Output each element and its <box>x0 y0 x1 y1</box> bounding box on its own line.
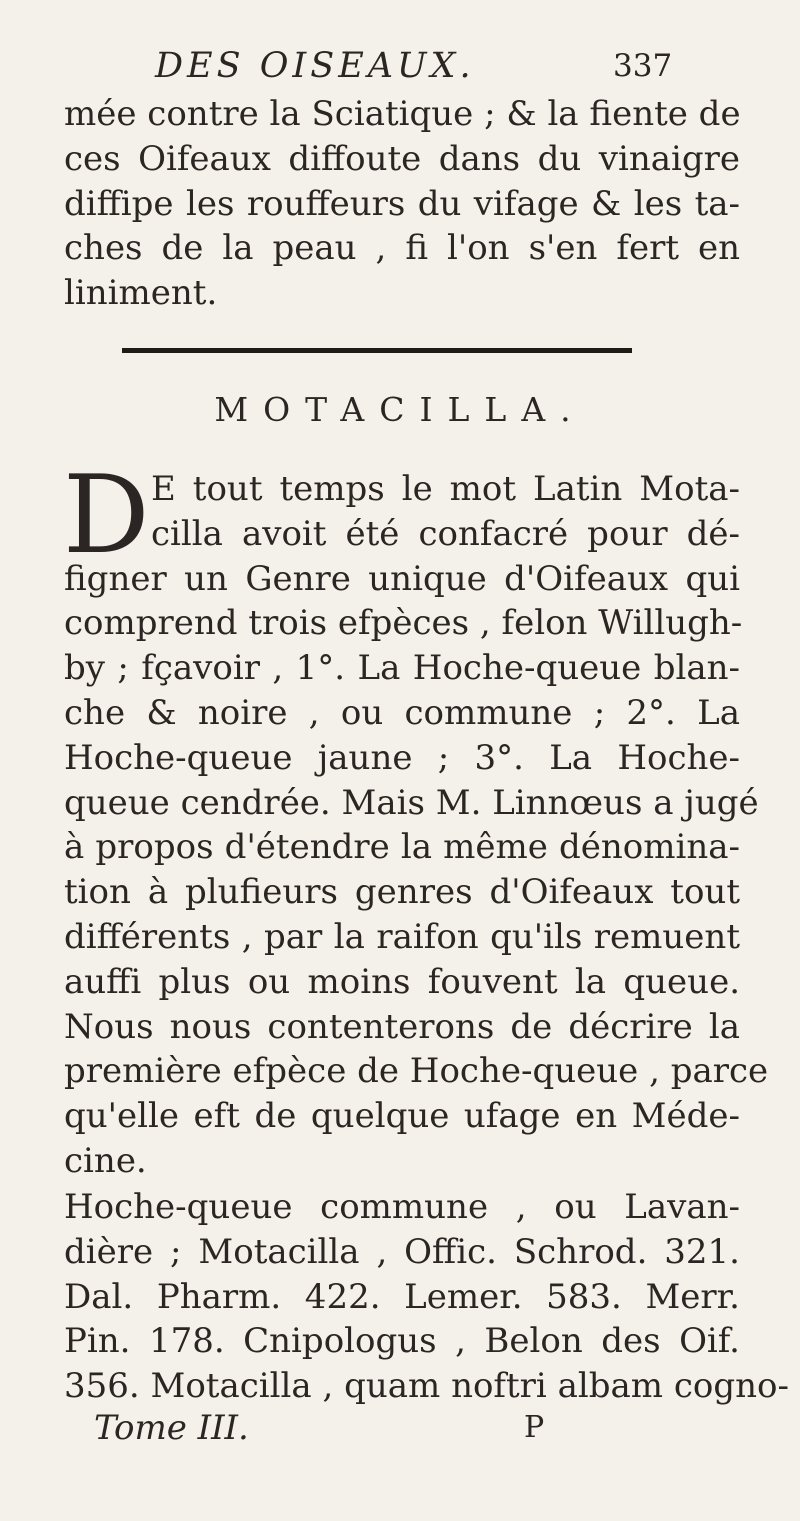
text-line: ches de la peau , fi l'on s'en fert en <box>64 228 740 269</box>
text-line: Pin. 178. Cnipologus , Belon des Oif. <box>64 1321 740 1362</box>
page-number: 337 <box>613 48 673 84</box>
page-header <box>0 46 800 96</box>
text-line: ces Oifeaux diffoute dans du vinaigre <box>64 138 740 179</box>
text-line: qu'elle eft de quelque ufage en Méde- <box>64 1096 740 1137</box>
page-footer <box>0 1406 800 1450</box>
drop-cap: D <box>63 453 150 578</box>
text-line: auffi plus ou moins fouvent la queue. <box>64 961 740 1002</box>
running-head: DES OISEAUX. <box>155 46 475 86</box>
text-line: che & noire , ou commune ; 2°. La <box>64 692 740 733</box>
signature-mark: P <box>524 1410 545 1445</box>
main-paragraph <box>63 453 769 1184</box>
section-title: MOTACILLA. <box>214 390 586 429</box>
text-line: liniment. <box>64 273 218 314</box>
text-line: by ; fçavoir , 1°. La Hoche-queue blan- <box>64 648 740 689</box>
text-line: dière ; Motacilla , Offic. Schrod. 321. <box>64 1231 740 1272</box>
text-line: comprend trois efpèces , felon Willugh- <box>64 603 743 644</box>
text-line: mée contre la Sciatique ; & la fiente de <box>64 94 741 134</box>
text-line: à propos d'étendre la même dénomina- <box>64 827 740 868</box>
entry-paragraph <box>64 1185 789 1409</box>
text-line: différents , par la raifon qu'ils remuent <box>64 916 740 957</box>
text-line: E tout temps le mot Latin Mota- <box>151 469 740 509</box>
text-line: figner un Genre unique d'Oifeaux qui <box>64 558 740 599</box>
text-line: diffipe les rouffeurs du vifage & les ta- <box>64 183 740 224</box>
intro-paragraph <box>64 92 740 316</box>
text-line: première efpèce de Hoche-queue , parce <box>64 1051 769 1092</box>
volume-label: Tome III. <box>94 1408 249 1448</box>
text-line: Dal. Pharm. 422. Lemer. 583. Merr. <box>64 1276 740 1317</box>
text-line: tion à plufieurs genres d'Oifeaux tout <box>64 872 740 913</box>
text-line: Nous nous contenterons de décrire la <box>64 1006 740 1047</box>
text-line: cine. <box>64 1140 147 1181</box>
text-line: cilla avoit été confacré pour dé- <box>151 513 740 554</box>
text-line: queue cendrée. Mais M. Linnœus a jugé <box>64 782 759 823</box>
section-rule <box>122 348 632 353</box>
text-line: Hoche-queue jaune ; 3°. La Hoche- <box>64 737 740 778</box>
text-line: Hoche-queue commune , ou Lavan- <box>64 1187 740 1227</box>
text-line: 356. Motacilla , quam noftri albam cogno- <box>64 1366 789 1407</box>
